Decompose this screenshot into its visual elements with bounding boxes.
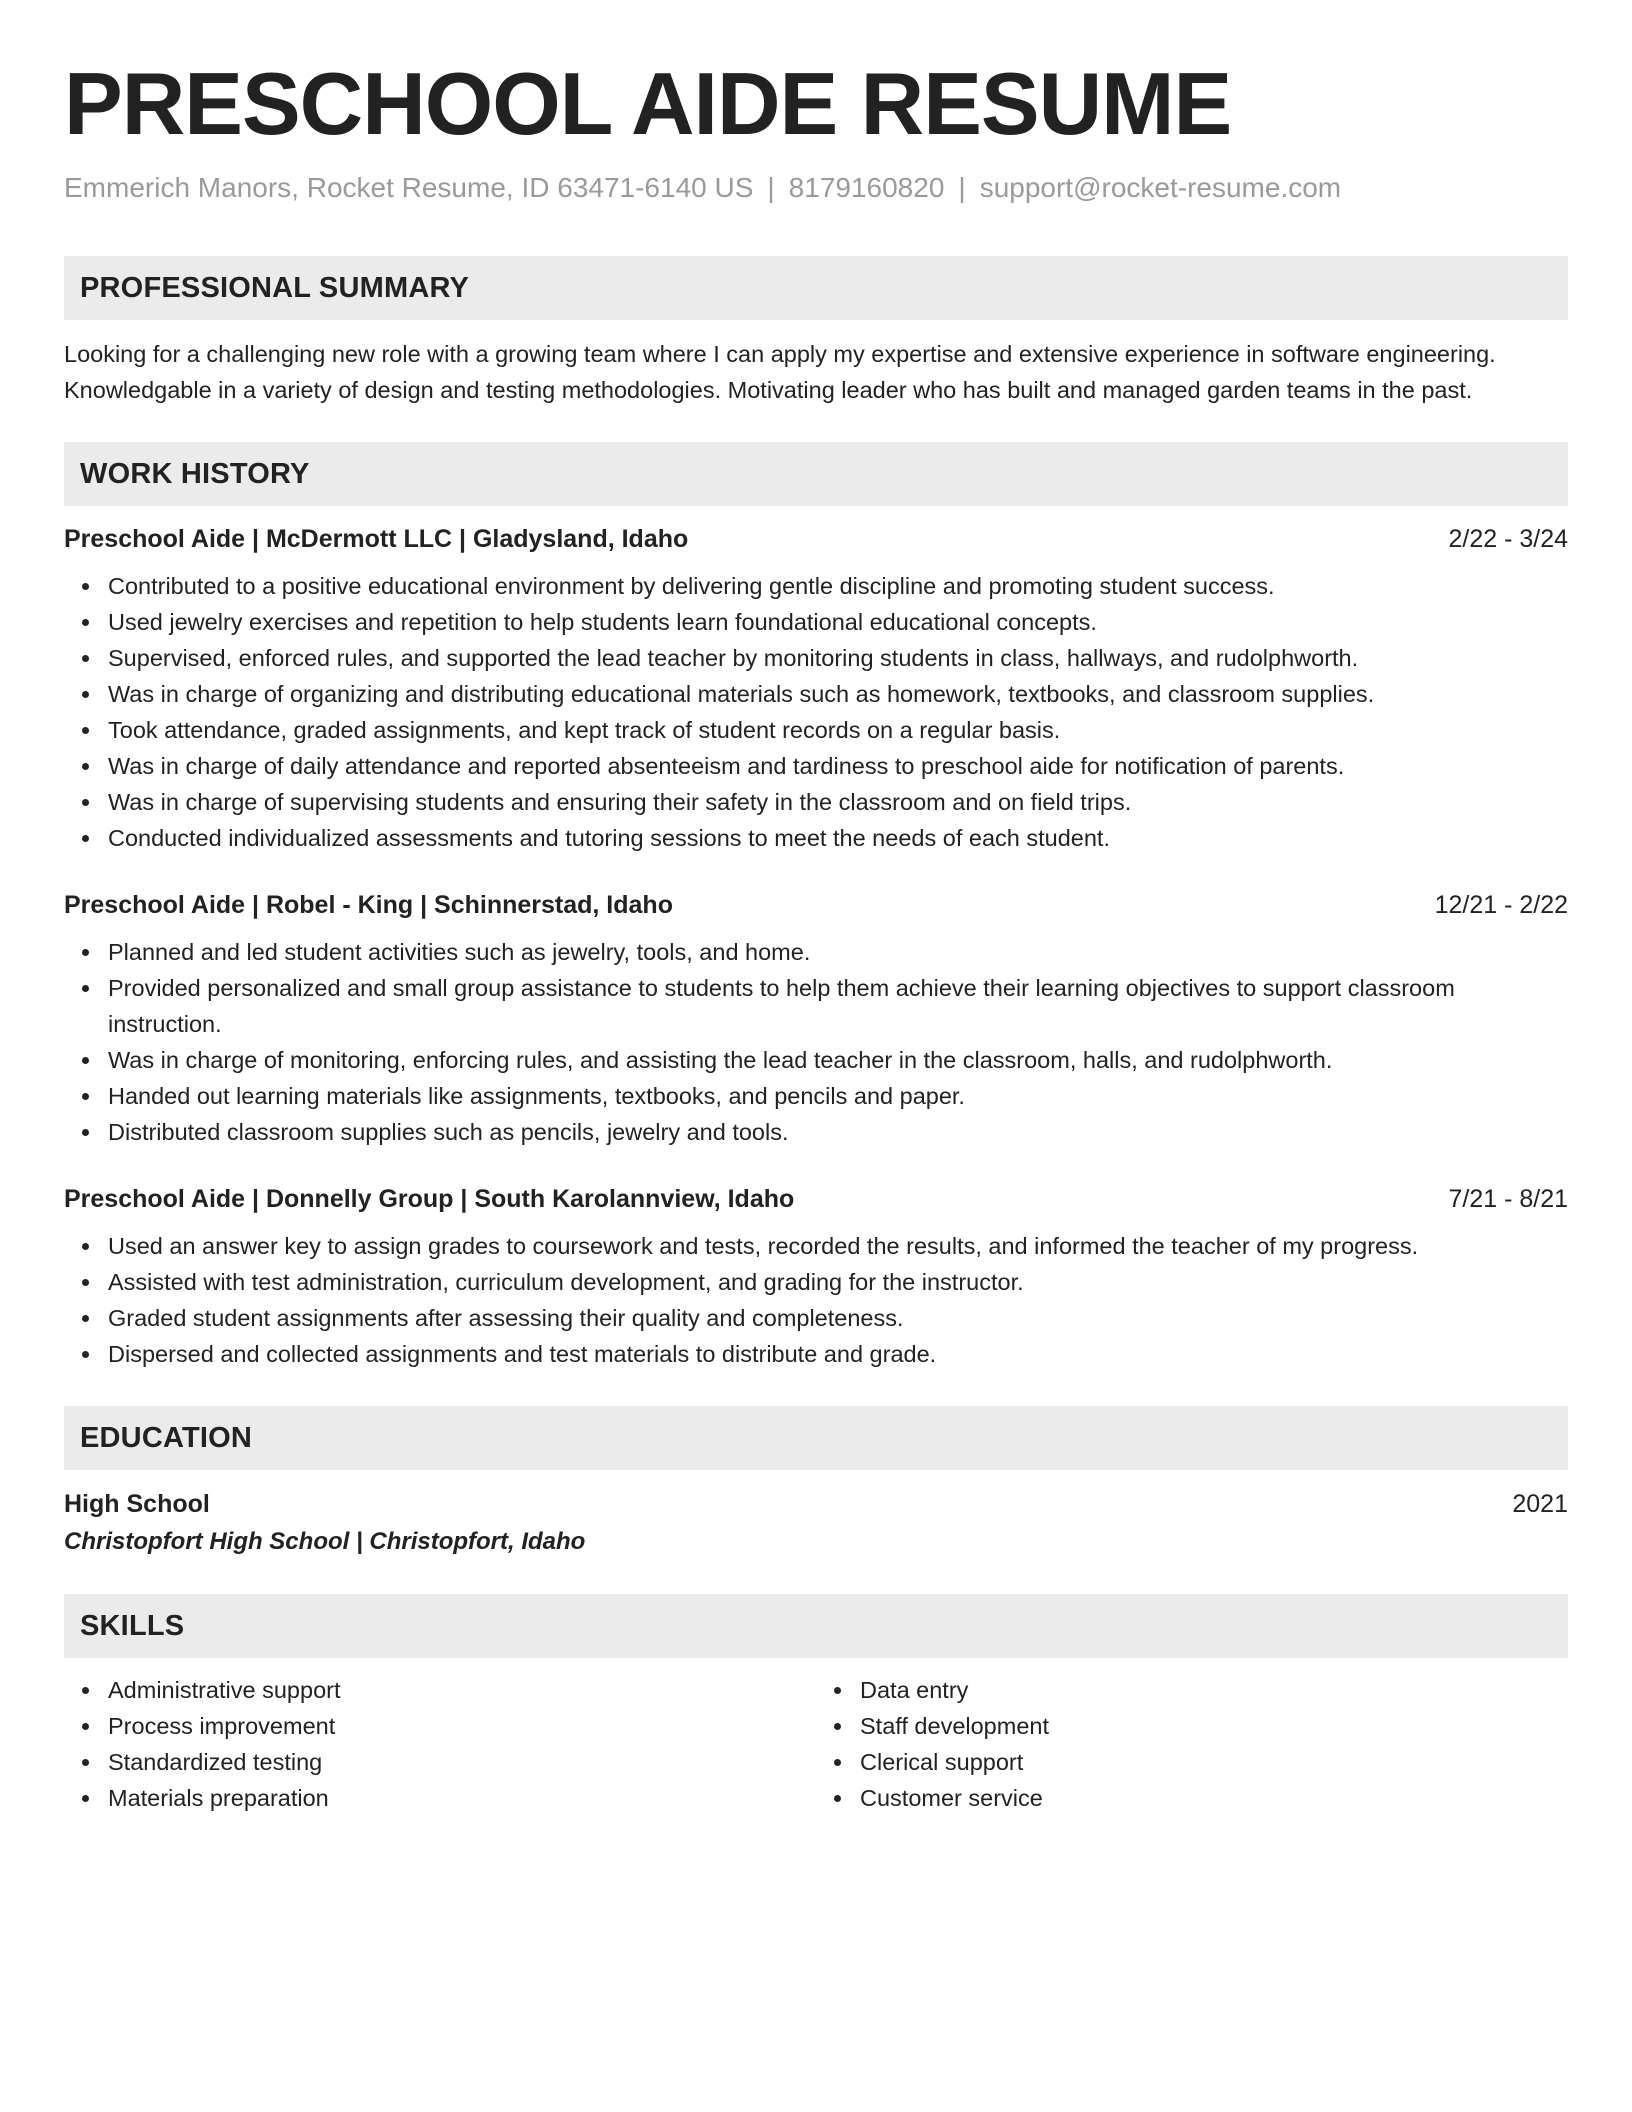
skill-item: Administrative support — [108, 1672, 816, 1708]
job-entry — [64, 888, 1568, 1150]
skill-item: Standardized testing — [108, 1744, 816, 1780]
job-dates: 12/21 - 2/22 — [1434, 891, 1568, 919]
contact-line — [64, 170, 1568, 206]
contact-separator: | — [958, 172, 966, 203]
job-bullet: Supervised, enforced rules, and supported the lead teacher by monitoring students in class, hallways, and rudolphworth. — [108, 640, 1568, 676]
job-bullets — [64, 1228, 1568, 1372]
skill-item: Staff development — [860, 1708, 1568, 1744]
contact-email: support@rocket-resume.com — [979, 172, 1342, 203]
skill-item: Materials preparation — [108, 1780, 816, 1816]
section-header-education: EDUCATION — [64, 1406, 1568, 1470]
job-entry — [64, 522, 1568, 856]
education-year: 2021 — [1512, 1490, 1568, 1518]
job-bullet: Handed out learning materials like assignments, textbooks, and pencils and paper. — [108, 1078, 1568, 1114]
contact-separator: | — [767, 172, 775, 203]
job-entry — [64, 1182, 1568, 1372]
job-bullets — [64, 934, 1568, 1150]
job-bullet: Was in charge of supervising students and ensuring their safety in the classroom and on field trips. — [108, 784, 1568, 820]
job-title: Preschool Aide | Donnelly Group | South Karolannview, Idaho — [64, 1185, 795, 1213]
job-bullets — [64, 568, 1568, 856]
job-bullet: Distributed classroom supplies such as pencils, jewelry and tools. — [108, 1114, 1568, 1150]
job-header — [64, 522, 1568, 556]
skill-item: Clerical support — [860, 1744, 1568, 1780]
skills-column-right — [816, 1672, 1568, 1816]
skill-item: Data entry — [860, 1672, 1568, 1708]
job-bullet: Dispersed and collected assignments and test materials to distribute and grade. — [108, 1336, 1568, 1372]
job-bullet: Took attendance, graded assignments, and kept track of student records on a regular basis. — [108, 712, 1568, 748]
job-bullet: Used jewelry exercises and repetition to help students learn foundational educational concepts. — [108, 604, 1568, 640]
summary-text: Looking for a challenging new role with a growing team where I can apply my expertise and extensive experience in software engineering. Knowledgable in a variety of design and testing methodologies. Motivating leader who has built and managed garden teams in the past. — [64, 341, 1496, 403]
job-bullet: Provided personalized and small group assistance to students to help them achieve their learning objectives to support classroom instruction. — [108, 970, 1568, 1042]
education-degree: High School — [64, 1490, 210, 1518]
job-bullet: Assisted with test administration, curriculum development, and grading for the instructor. — [108, 1264, 1568, 1300]
job-header — [64, 888, 1568, 922]
job-bullet: Conducted individualized assessments and tutoring sessions to meet the needs of each student. — [108, 820, 1568, 856]
job-header — [64, 1182, 1568, 1216]
job-bullet: Planned and led student activities such as jewelry, tools, and home. — [108, 934, 1568, 970]
education-header — [64, 1486, 1568, 1522]
job-bullet: Was in charge of daily attendance and reported absenteeism and tardiness to preschool aide for notification of parents. — [108, 748, 1568, 784]
skills-list — [64, 1672, 1568, 1816]
contact-address: Emmerich Manors, Rocket Resume, ID 63471-6140 US — [64, 172, 754, 203]
job-title: Preschool Aide | McDermott LLC | Gladysland, Idaho — [64, 525, 689, 553]
skills-column-left — [64, 1672, 816, 1816]
job-dates: 7/21 - 8/21 — [1448, 1185, 1568, 1213]
section-header-summary: PROFESSIONAL SUMMARY — [64, 256, 1568, 320]
resume-title: PRESCHOOL AIDE RESUME — [64, 54, 1232, 153]
job-bullet: Was in charge of monitoring, enforcing rules, and assisting the lead teacher in the classroom, halls, and rudolphworth. — [108, 1042, 1568, 1078]
skill-item: Customer service — [860, 1780, 1568, 1816]
job-bullet: Contributed to a positive educational environment by delivering gentle discipline and promoting student success. — [108, 568, 1568, 604]
section-header-skills: SKILLS — [64, 1594, 1568, 1658]
education-school: Christopfort High School | Christopfort, Idaho — [64, 1528, 586, 1555]
job-title: Preschool Aide | Robel - King | Schinnerstad, Idaho — [64, 891, 673, 919]
contact-phone: 8179160820 — [788, 172, 945, 203]
job-bullet: Graded student assignments after assessing their quality and completeness. — [108, 1300, 1568, 1336]
skill-item: Process improvement — [108, 1708, 816, 1744]
job-dates: 2/22 - 3/24 — [1448, 525, 1568, 553]
job-bullet: Used an answer key to assign grades to coursework and tests, recorded the results, and informed the teacher of my progress. — [108, 1228, 1568, 1264]
section-header-work-history: WORK HISTORY — [64, 442, 1568, 506]
job-bullet: Was in charge of organizing and distributing educational materials such as homework, textbooks, and classroom supplies. — [108, 676, 1568, 712]
